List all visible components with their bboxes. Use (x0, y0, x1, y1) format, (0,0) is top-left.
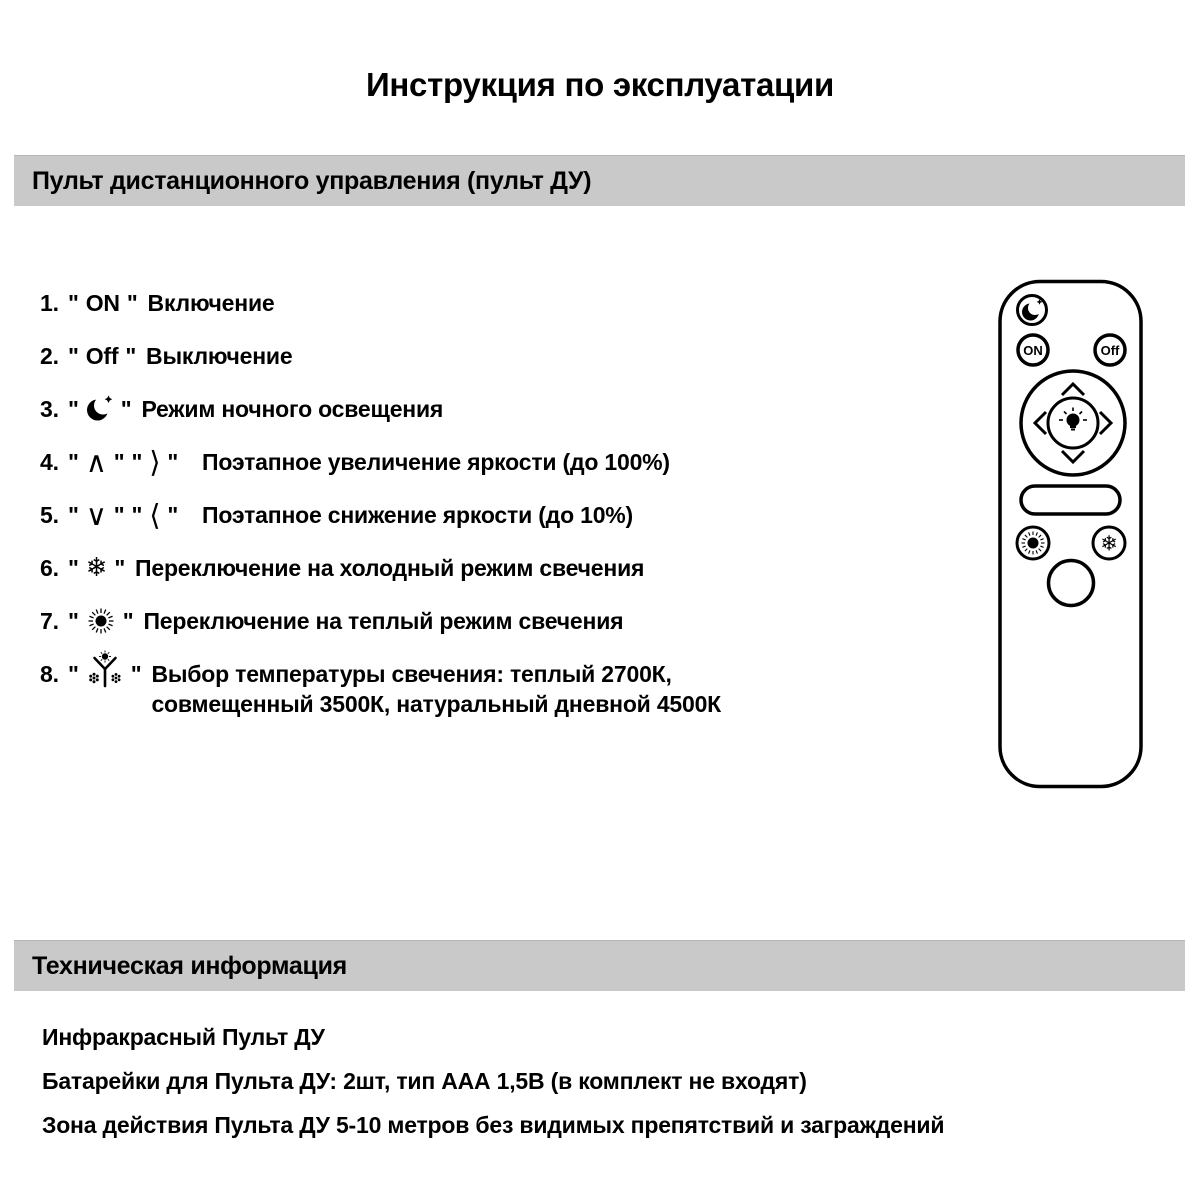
remote-on-label: ON (1023, 343, 1043, 358)
quote-mark: " (167, 449, 179, 475)
remote-warm-button (1017, 527, 1050, 560)
remote-cold-button (1093, 527, 1125, 559)
remote-pill-button (1021, 486, 1120, 514)
quote-mark: " (120, 396, 132, 422)
page-title: Инструкция по эксплуатации (366, 66, 834, 103)
quote-mark: " (167, 502, 179, 528)
list-item (40, 553, 960, 583)
item-key-group (68, 444, 179, 479)
item-number: 7. (40, 608, 59, 634)
moon-icon (86, 394, 114, 424)
tech-line-range: Зона действия Пульта ДУ 5-10 метров без видимых препятствий и заграждений (42, 1112, 945, 1138)
item-key-group (68, 497, 179, 532)
tech-line-batteries: Батарейки для Пульта ДУ: 2шт, тип ААА 1,5В (в комплект не входят) (42, 1068, 807, 1094)
item-number: 3. (40, 396, 59, 422)
flower-left (89, 673, 99, 684)
quote-mark: " (68, 290, 79, 316)
quote-mark: " (131, 502, 143, 528)
item-description: Переключение на холодный режим свечения (135, 555, 645, 581)
warm-sun-icon (86, 606, 116, 636)
item-number: 5. (40, 502, 59, 528)
chevron-left-icon: ⟨ (149, 497, 161, 532)
quote-mark: " (68, 343, 79, 369)
list-item (40, 659, 960, 719)
technical-info (42, 1022, 1172, 1154)
item-number: 2. (40, 343, 59, 369)
quote-mark: " (68, 661, 79, 687)
item-key-group (68, 606, 133, 636)
item-description-line2: совмещенный 3500К, натуральный дневной 4500К (151, 691, 722, 717)
quote-mark: " (113, 502, 125, 528)
remote-bottom-button (1049, 561, 1094, 606)
list-item (40, 444, 960, 479)
quote-mark: " (68, 555, 79, 581)
remote-night-mode-button (1018, 296, 1047, 325)
chevron-right-icon: ⟩ (149, 444, 161, 479)
quote-mark: " (125, 343, 137, 369)
list-item (40, 288, 960, 318)
quote-mark: " (68, 502, 79, 528)
item-number: 4. (40, 449, 59, 475)
quote-mark: " (130, 661, 142, 687)
quote-mark: " (126, 290, 138, 316)
item-description: Включение (147, 290, 275, 316)
item-description (151, 659, 960, 719)
item-description-line1: Выбор температуры свечения: теплый 2700К, (151, 661, 672, 687)
quote-mark: " (68, 608, 79, 634)
remote-off-button (1095, 335, 1125, 365)
list-item (40, 497, 960, 532)
function-list (40, 288, 960, 742)
chevron-up-icon: ∧ (85, 444, 107, 479)
snowflake-icon: ❄ (1100, 531, 1118, 556)
temperature-select-icon (86, 650, 124, 692)
item-description: Поэтапное снижение яркости (до 10%) (202, 502, 634, 528)
flower-right (111, 673, 120, 683)
section-header-remote-label: Пульт дистанционного управления (пульт ДУ) (32, 166, 592, 195)
list-item (40, 606, 960, 636)
quote-mark: " (122, 608, 134, 634)
section-header-tech-label: Техническая информация (32, 951, 347, 980)
on-key-label: ON (85, 290, 120, 316)
item-key-group (68, 288, 138, 318)
remote-off-label: Off (1100, 343, 1120, 358)
quote-mark: " (114, 555, 126, 581)
remote-dpad (1021, 371, 1125, 475)
item-number: 6. (40, 555, 59, 581)
item-number: 1. (40, 290, 59, 316)
item-description: Переключение на теплый режим свечения (143, 608, 624, 634)
item-key-group (68, 553, 125, 583)
quote-mark: " (68, 449, 79, 475)
quote-mark: " (68, 396, 79, 422)
section-header-remote (14, 155, 1185, 206)
quote-mark: " (113, 449, 125, 475)
item-number: 8. (40, 661, 59, 687)
tech-line-remote-type: Инфракрасный Пульт ДУ (42, 1024, 325, 1050)
remote-on-button (1018, 335, 1048, 365)
quote-mark: " (131, 449, 143, 475)
item-key-group (68, 659, 141, 689)
off-key-label: Off (85, 343, 119, 369)
item-description: Выключение (146, 343, 293, 369)
item-key-group (68, 394, 131, 424)
section-header-tech (14, 940, 1185, 991)
item-key-group (68, 341, 136, 371)
chevron-down-icon: ∨ (85, 497, 107, 532)
item-description: Режим ночного освещения (141, 396, 444, 422)
item-description: Поэтапное увеличение яркости (до 100%) (202, 449, 670, 475)
snowflake-icon: ❄ (85, 553, 108, 583)
list-item (40, 341, 960, 371)
remote-illustration (997, 279, 1144, 791)
list-item (40, 394, 960, 424)
